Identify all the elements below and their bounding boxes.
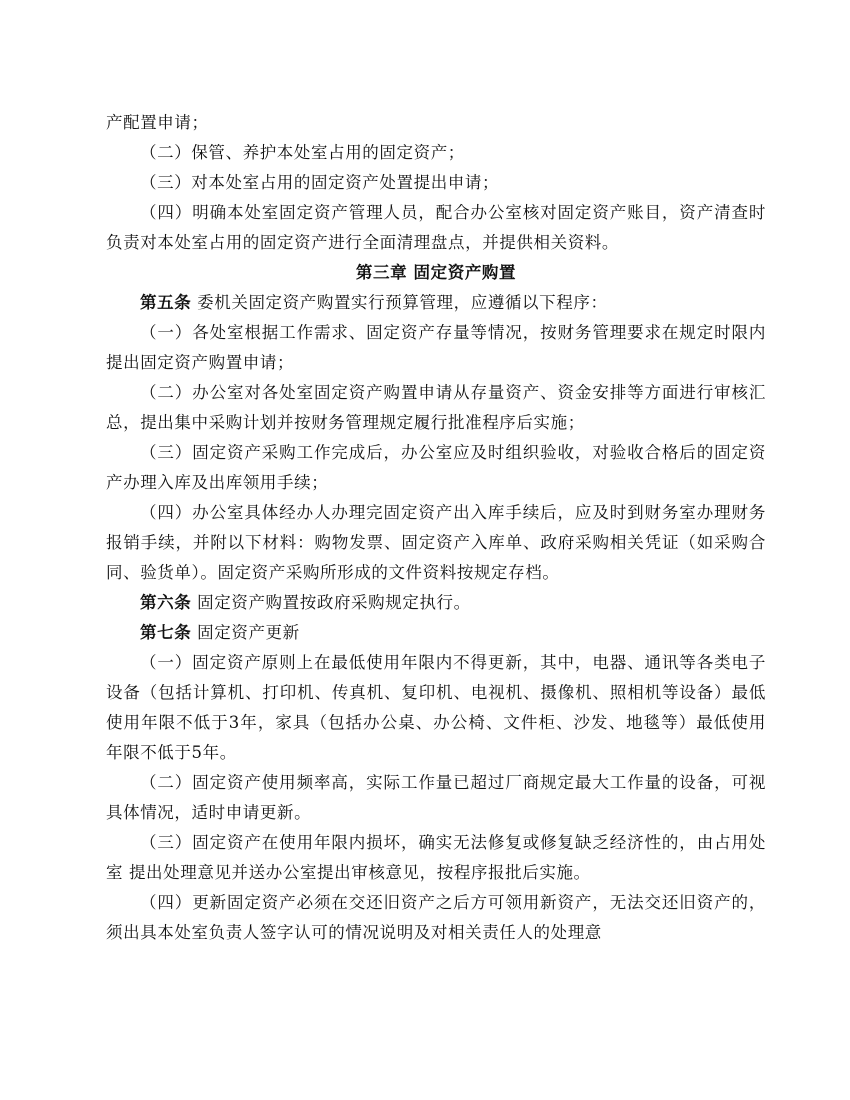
article-text: 固定资产更新 [191,623,300,642]
paragraph-item-3: （三）固定资产采购工作完成后，办公室应及时组织验收，对验收合格后的固定资产办理入库及出库领用手续； [106,443,766,492]
chapter-heading: 第三章 固定资产购置 [355,263,517,282]
paragraph-item-2: （二）办公室对各处室固定资产购置申请从存量资产、资金安排等方面进行审核汇总，提出集中采购计划并按财务管理规定履行批准程序后实施； [106,383,766,432]
article-7 [106,618,766,648]
paragraph-item-2: （二）固定资产使用频率高，实际工作量已超过厂商规定最大工作量的设备，可视具体情况，适时申请更新。 [106,773,766,822]
paragraph-item-4: （四）办公室具体经办人办理完固定资产出入库手续后，应及时到财务室办理财务报销手续，并附以下材料：购物发票、固定资产入库单、政府采购相关凭证（如采购合同、验货单）。固定资产采购所形成的文件资料按规定存档。 [106,503,766,582]
paragraph-item-2: （二）保管、养护本处室占用的固定资产； [140,143,465,162]
paragraph-item-1: （一）各处室根据工作需求、固定资产存量等情况，按财务管理要求在规定时限内提出固定资产购置申请； [106,323,766,372]
document-page [106,108,766,948]
article-label: 第七条 [140,623,192,642]
article-text: 委机关固定资产购置实行预算管理，应遵循以下程序： [191,293,608,312]
paragraph-continuation: 产配置申请； [106,113,209,132]
article-label: 第六条 [140,593,192,612]
paragraph-item-3: （三）对本处室占用的固定资产处置提出申请； [140,173,500,192]
article-5 [106,288,766,318]
article-label: 第五条 [140,293,192,312]
paragraph-item-3: （三）固定资产在使用年限内损坏，确实无法修复或修复缺乏经济性的，由占用处室 提出处理意见并送办公室提出审核意见，按程序报批后实施。 [106,833,766,882]
paragraph-item-1: （一）固定资产原则上在最低使用年限内不得更新，其中，电器、通讯等各类电子设备（包括计算机、打印机、传真机、复印机、电视机、摄像机、照相机等设备）最低使用年限不低于3年，家具（包括办公桌、办公椅、文件柜、沙发、地毯等）最低使用年限不低于5年。 [106,653,766,762]
article-text: 固定资产购置按政府采购规定执行。 [191,593,471,612]
paragraph-item-4: （四）更新固定资产必须在交还旧资产之后方可领用新资产，无法交还旧资产的，须出具本处室负责人签字认可的情况说明及对相关责任人的处理意 [106,893,766,942]
paragraph-item-4: （四）明确本处室固定资产管理人员，配合办公室核对固定资产账目，资产清查时负责对本处室占用的固定资产进行全面清理盘点，并提供相关资料。 [106,203,766,252]
article-6 [106,588,766,618]
